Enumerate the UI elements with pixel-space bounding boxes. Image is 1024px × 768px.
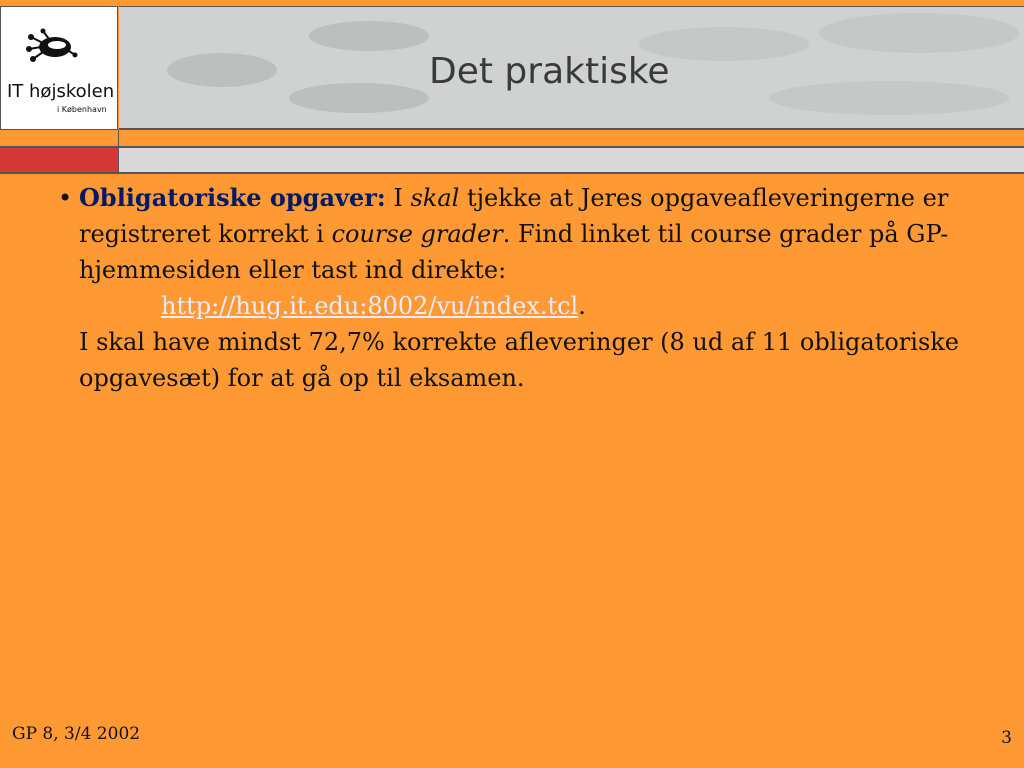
decor-blob (289, 83, 429, 113)
bullet-marker: • (58, 184, 73, 212)
bullet-text: tjekke at Jeres opgaveafleveringerne er registreret korrekt i (79, 184, 949, 248)
bullet-emphasis: course grader (331, 220, 503, 248)
bullet-emphasis: skal (410, 184, 460, 212)
logo (0, 6, 118, 130)
itu-logo-mark-icon (23, 25, 83, 69)
decor-blob (769, 81, 1009, 115)
header-strip (119, 148, 1024, 174)
link-punctuation: . (578, 292, 586, 320)
decor-blob (167, 53, 277, 87)
decor-blob (309, 21, 429, 51)
accent-block (0, 148, 119, 174)
slide-title: Det praktiske (429, 51, 670, 92)
slide-header (0, 0, 1024, 174)
bullet-text: I (385, 184, 411, 212)
course-grader-link[interactable]: http://hug.it.edu:8002/vu/index.tcl (161, 292, 579, 320)
header-strip (119, 130, 1024, 148)
logo-name: IT højskolen (7, 81, 115, 102)
bullet-item (79, 180, 988, 396)
header-strip (0, 130, 119, 148)
slide-body (58, 180, 988, 396)
bullet-text: . Find linket til course grader på GP-hjemmesiden eller tast ind direkte: (79, 220, 949, 284)
decor-blob (819, 13, 1019, 53)
bullet-text: I skal have mindst 72,7% korrekte afleveringer (8 ud af 11 obligatoriske opgavesæt) for at gå op til eksamen. (79, 328, 960, 392)
link-line (79, 288, 988, 324)
footer-label: GP 8, 3/4 2002 (12, 724, 141, 744)
logo-subtitle: i København (57, 105, 107, 114)
bullet-heading: Obligatoriske opgaver: (79, 183, 386, 212)
title-band (119, 6, 1024, 130)
page-number: 3 (1001, 728, 1012, 748)
